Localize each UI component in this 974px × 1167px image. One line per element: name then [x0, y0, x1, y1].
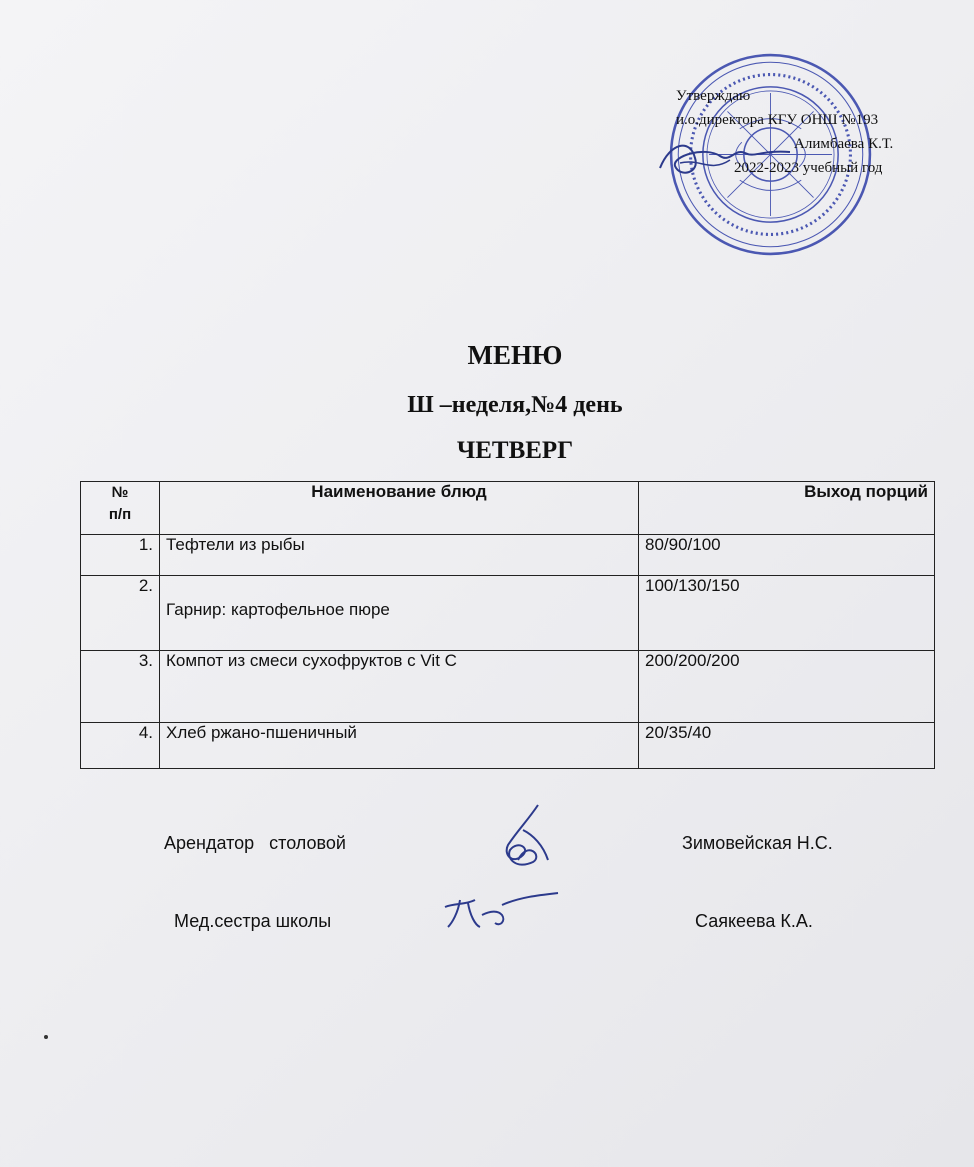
approval-position: и.о.директора КГУ ОНШ №193: [676, 112, 879, 128]
nurse-signature: [440, 885, 560, 935]
approval-year: 2022-2023 учебный год: [734, 160, 883, 176]
approval-title: Утверждаю: [676, 88, 751, 104]
row-dish-name: Тефтели из рыбы: [160, 535, 639, 576]
table-row: [81, 576, 935, 651]
tenant-signature: [488, 800, 558, 875]
row-number: 3.: [81, 651, 160, 723]
table-row: [81, 723, 935, 769]
paper-mark: [44, 1035, 48, 1039]
tenant-name: Зимовейская Н.С.: [682, 833, 833, 853]
header-dish-name: Наименование блюд: [160, 482, 639, 535]
row-portion-output: 100/130/150: [639, 576, 935, 651]
row-dish-name: Компот из смеси сухофруктов с Vit C: [160, 651, 639, 723]
header-number: [81, 482, 160, 535]
approval-block: [676, 84, 966, 180]
row-portion-output: 80/90/100: [639, 535, 935, 576]
menu-week-day: Ш –неделя,№4 день: [407, 392, 623, 418]
row-dish-name: Гарнир: картофельное пюре: [160, 576, 639, 651]
header-portion-output: Выход порций: [639, 482, 935, 535]
menu-title: МЕНЮ: [467, 340, 563, 370]
menu-weekday: ЧЕТВЕРГ: [456, 437, 574, 464]
table-row: [81, 651, 935, 723]
table-row: [81, 535, 935, 576]
table-header-row: [81, 482, 935, 535]
tenant-role: Арендатор столовой: [164, 833, 346, 853]
row-number: 4.: [81, 723, 160, 769]
header-number-symbol: №: [111, 484, 129, 501]
approval-name: Алимбаева К.Т.: [794, 136, 894, 152]
row-portion-output: 20/35/40: [639, 723, 935, 769]
nurse-role: Мед.сестра школы: [174, 911, 332, 931]
row-dish-name: Хлеб ржано-пшеничный: [160, 723, 639, 769]
menu-table: [80, 481, 935, 769]
row-number: 2.: [81, 576, 160, 651]
row-number: 1.: [81, 535, 160, 576]
nurse-name: Саякеева К.А.: [695, 911, 813, 931]
row-portion-output: 200/200/200: [639, 651, 935, 723]
header-number-abbr: п/п: [108, 506, 132, 523]
